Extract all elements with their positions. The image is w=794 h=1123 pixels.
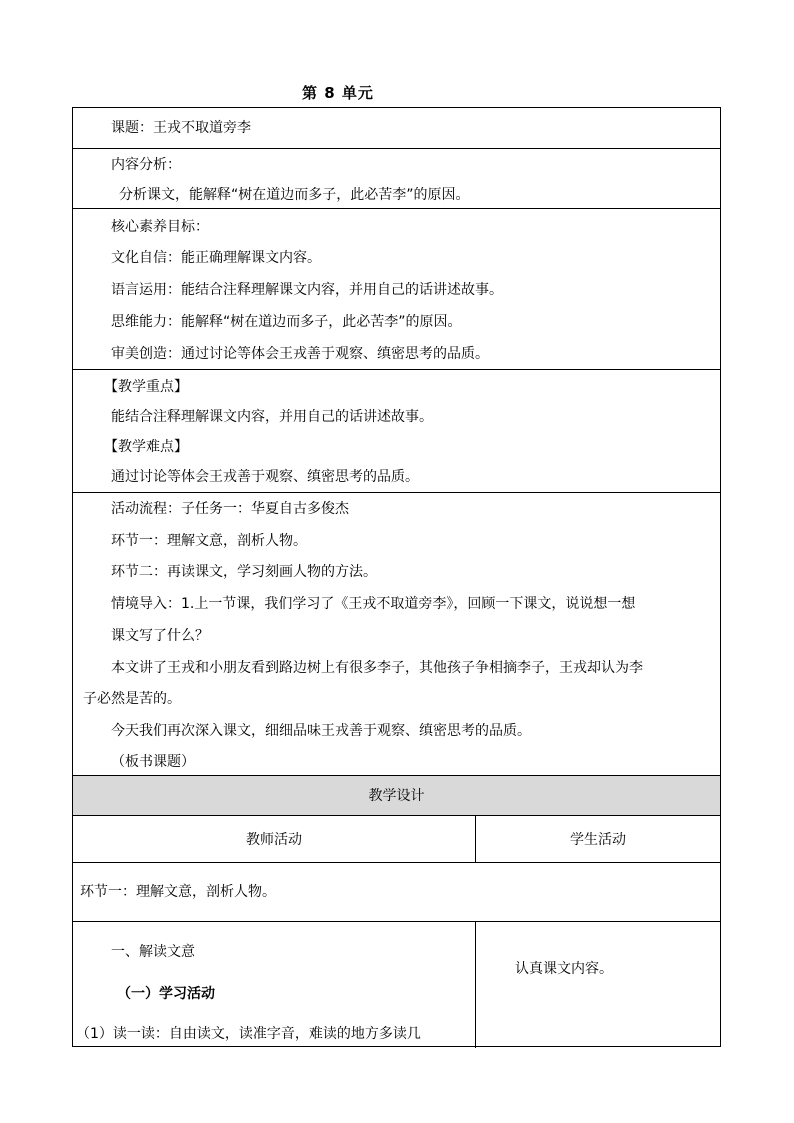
content-analysis-row [73,149,720,209]
step-one-row [73,863,720,922]
activity-headers-row [73,816,720,863]
difficulty-text: 通过讨论等体会王戎善于观察、缜密思考的品质。 [111,469,419,485]
process-intro: 情境导入：1.上一节课，我们学习了《王戎不取道旁李》，回顾一下课文，说说想一想 [111,596,636,612]
teacher-subsection-title: （一）学习活动 [117,986,215,1002]
teacher-task-text: （1）读一读：自由读文，读准字音，难读的地方多读几 [76,1026,421,1042]
goal-thinking: 思维能力：能解释“树在道边而多子，此必苦李”的原因。 [111,314,462,330]
process-step-one: 环节一：理解文意，剖析人物。 [111,533,307,549]
process-intro-cont: 课文写了什么？ [111,628,209,644]
content-analysis-heading: 内容分析： [111,157,181,173]
activity-process-row [73,493,720,776]
core-goals-heading: 核心素养目标： [111,219,209,235]
key-points-row [73,370,720,493]
goal-aesthetic: 审美创造：通过讨论等体会王戎善于观察、缜密思考的品质。 [111,346,489,362]
lesson-plan-table [72,107,721,1047]
page-title: 第 8 单元 [302,84,374,102]
process-summary: 本文讲了王戎和小朋友看到路边树上有很多李子，其他孩子争相摘李子，王戎却认为李 [111,660,643,676]
process-step-two: 环节二：再读课文，学习刻画人物的方法。 [111,564,377,580]
focus-heading: 【教学重点】 [104,379,188,395]
teacher-section-title: 一、解读文意 [111,944,195,960]
design-header-row [73,776,720,816]
column-divider [475,922,476,1048]
student-activity-header: 学生活动 [570,832,626,848]
focus-text: 能结合注释理解课文内容，并用自己的话讲述故事。 [111,409,433,425]
lesson-title-row [73,108,720,149]
step-one-title: 环节一：理解文意，剖析人物。 [80,884,276,900]
teacher-activity-header: 教师活动 [246,832,302,848]
core-goals-row [73,209,720,370]
design-title: 教学设计 [368,788,425,804]
lesson-title: 课题：王戎不取道旁李 [111,120,251,136]
goal-culture: 文化自信：能正确理解课文内容。 [111,250,321,266]
student-activity-text: 认真课文内容。 [515,961,613,977]
goal-language: 语言运用：能结合注释理解课文内容，并用自己的话讲述故事。 [111,282,503,298]
activity-detail-row [73,922,720,1048]
difficulty-heading: 【教学难点】 [104,439,188,455]
process-summary-cont: 子必然是苦的。 [83,691,181,707]
process-today: 今天我们再次深入课文，细细品味王戎善于观察、缜密思考的品质。 [111,723,531,739]
process-board-note: （板书课题） [111,754,195,770]
content-analysis-text: 分析课文，能解释“树在道边而多子，此必苦李”的原因。 [119,187,470,203]
process-task: 活动流程：子任务一：华夏自古多俊杰 [111,501,349,517]
